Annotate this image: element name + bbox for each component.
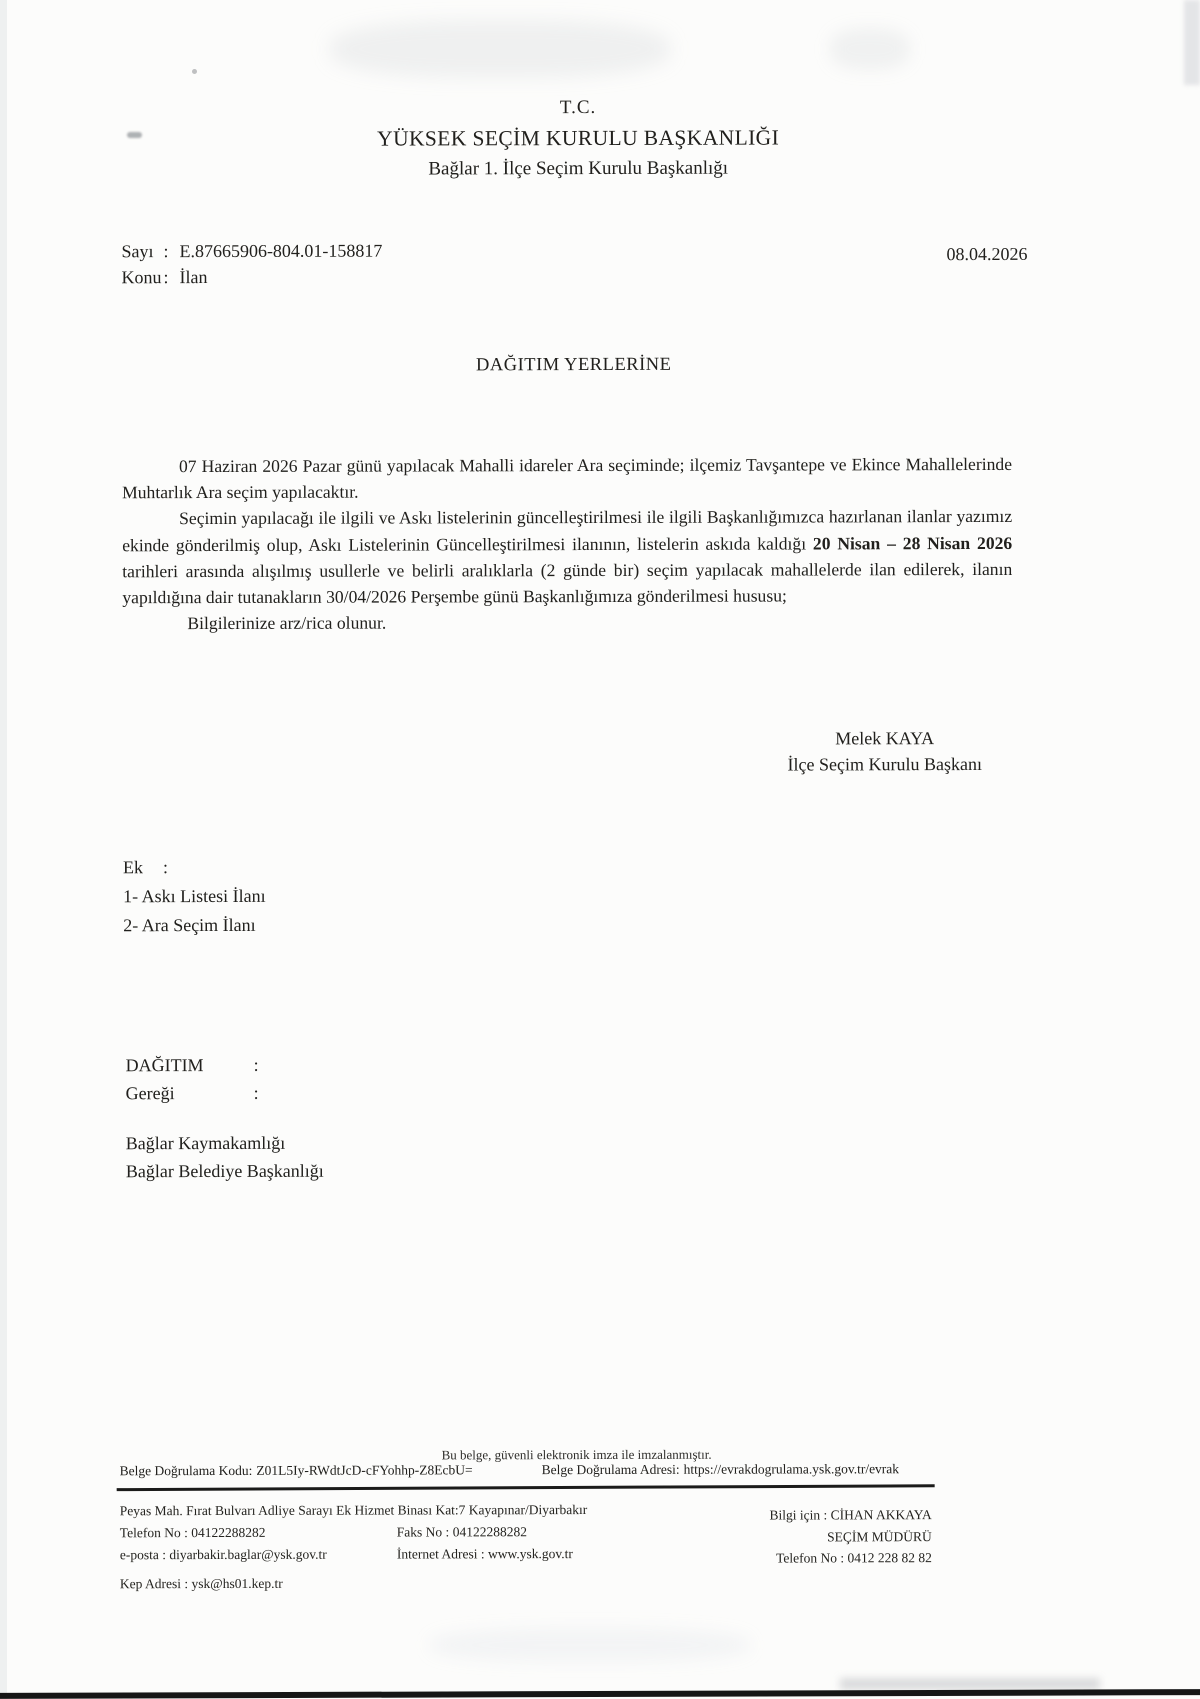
office-phone-row [120, 1525, 266, 1541]
sayi-row [121, 241, 382, 263]
geregi-label: Gereği [125, 1083, 175, 1104]
letterhead-suborg-name: Bağlar 1. İlçe Seçim Kurulu Başkanlığı [428, 157, 729, 180]
fax-value: 04122288282 [452, 1524, 527, 1540]
geregi-colon: : [253, 1082, 259, 1103]
highlighted-date-range: 20 Nisan – 28 Nisan 2026 [812, 532, 1013, 554]
konu-label: Konu [121, 267, 162, 288]
kep-value: ysk@hs01.kep.tr [191, 1575, 283, 1592]
contact-title: SEÇİM MÜDÜRÜ [827, 1528, 932, 1544]
geregi-row [126, 1079, 259, 1107]
signer-name: Melek KAYA [835, 728, 935, 749]
kep-label: Kep Adresi : [119, 1576, 189, 1592]
recipient-heading: DAĞITIM YERLERİNE [476, 354, 672, 376]
body-paragraph-2 [122, 503, 1012, 610]
fax-label: Faks No : [396, 1524, 450, 1540]
verify-code-label: Belge Doğrulama Kodu: [119, 1462, 253, 1479]
office-web-row [397, 1546, 573, 1562]
web-label: İnternet Adresi : [396, 1546, 485, 1562]
contact-phone-row [652, 1547, 932, 1569]
verify-code-row [120, 1462, 473, 1479]
footer-divider [117, 1484, 935, 1491]
letter-body [122, 451, 1012, 637]
konu-value: İlan [179, 267, 208, 288]
contact-phone-label: Telefon No : [776, 1550, 845, 1566]
distribution-recipient: Bağlar Kaymakamlığı [125, 1132, 286, 1154]
letterhead-tc: T.C. [559, 97, 597, 119]
verify-address-row [542, 1461, 899, 1478]
konu-colon: : [163, 267, 169, 288]
signer-title: İlçe Seçim Kurulu Başkanı [787, 753, 983, 775]
closing-line: Bilgilerinize arz/rica olunur. [187, 612, 387, 634]
contact-row [652, 1504, 932, 1526]
body-paragraph-1: 07 Haziran 2026 Pazar günü yapılacak Mahalli idareler Ara seçiminde; ilçemiz Tavşantepe ve Ekince Mahallelerinde Muhtarlık Ara seçim yapılacaktır. [122, 453, 1013, 503]
body-paragraph-2-text: Seçimin yapılacağı ile ilgili ve Askı listelerinin güncelleştirilmesi ile ilgili Başkanlığımızca hazırlanan ilanlar yazımız ekinde gönderilmiş olup, Askı Listelerinin Güncelleştirilmesi ilanının, listelerin askıda kaldığı [122, 506, 1013, 555]
sayi-label: Sayı [121, 241, 154, 262]
distribution-recipient: Bağlar Belediye Başkanlığı [125, 1160, 324, 1182]
verify-address-value: https://evrakdogrulama.ysk.gov.tr/evrak [683, 1461, 900, 1477]
web-value: www.ysk.gov.tr [487, 1546, 573, 1562]
letterhead-org-name: YÜKSEK SEÇİM KURULU BAŞKANLIĞI [377, 125, 780, 151]
office-email-row [120, 1547, 327, 1564]
office-kep-row [120, 1576, 283, 1592]
contact-label: Bilgi için : [769, 1507, 828, 1523]
contact-phone-value: 0412 228 82 82 [847, 1550, 932, 1566]
office-fax-row [397, 1524, 527, 1540]
distribution-label: DAĞITIM [125, 1055, 204, 1076]
contact-name: CİHAN AKKAYA [830, 1507, 932, 1523]
distribution-colon: : [253, 1054, 259, 1075]
konu-row [121, 267, 207, 288]
distribution-header [126, 1051, 259, 1079]
signature-block [700, 726, 1070, 778]
distribution-recipients [126, 1129, 324, 1186]
esign-note: Bu belge, güvenli elektronik imza ile imzalanmıştır. [441, 1446, 712, 1463]
email-value: diyarbakir.baglar@ysk.gov.tr [169, 1546, 327, 1563]
attachment-item: 1- Askı Listesi İlanı [123, 885, 266, 907]
attachments-label: Ek [123, 857, 144, 878]
attachments-block [123, 853, 266, 940]
office-address: Peyas Mah. Fırat Bulvarı Adliye Sarayı Ek Hizmet Binası Kat:7 Kayapınar/Diyarbakır [119, 1502, 588, 1519]
phone-value: 04122288282 [191, 1524, 266, 1541]
distribution-block [126, 1051, 259, 1107]
attachments-header [123, 853, 266, 882]
verify-address-label: Belge Doğrulama Adresi: [541, 1461, 680, 1478]
letter-date: 08.04.2026 [946, 243, 1028, 265]
email-label: e-posta : [119, 1547, 166, 1563]
body-paragraph-2-tail: tarihleri arasında alışılmış usullerle ve belirli aralıklarla (2 günde bir) seçim yapılacak mahallelerde ilan edilerek, ilanın yapıldığına dair tutanakların 30/04/2026 Perşembe günü Başkanlığımıza gönderilmesi hususu; [122, 558, 1013, 608]
sayi-value: E.87665906-804.01-158817 [179, 240, 383, 262]
attachment-item: 2- Ara Seçim İlanı [123, 914, 256, 936]
verify-code-value: Z01L5Iy-RWdtJcD-cFYohhp-Z8EcbU= [256, 1462, 473, 1478]
contact-block [652, 1504, 932, 1569]
attachments-colon: : [163, 857, 169, 878]
sayi-colon: : [163, 241, 169, 262]
phone-label: Telefon No : [119, 1525, 188, 1541]
